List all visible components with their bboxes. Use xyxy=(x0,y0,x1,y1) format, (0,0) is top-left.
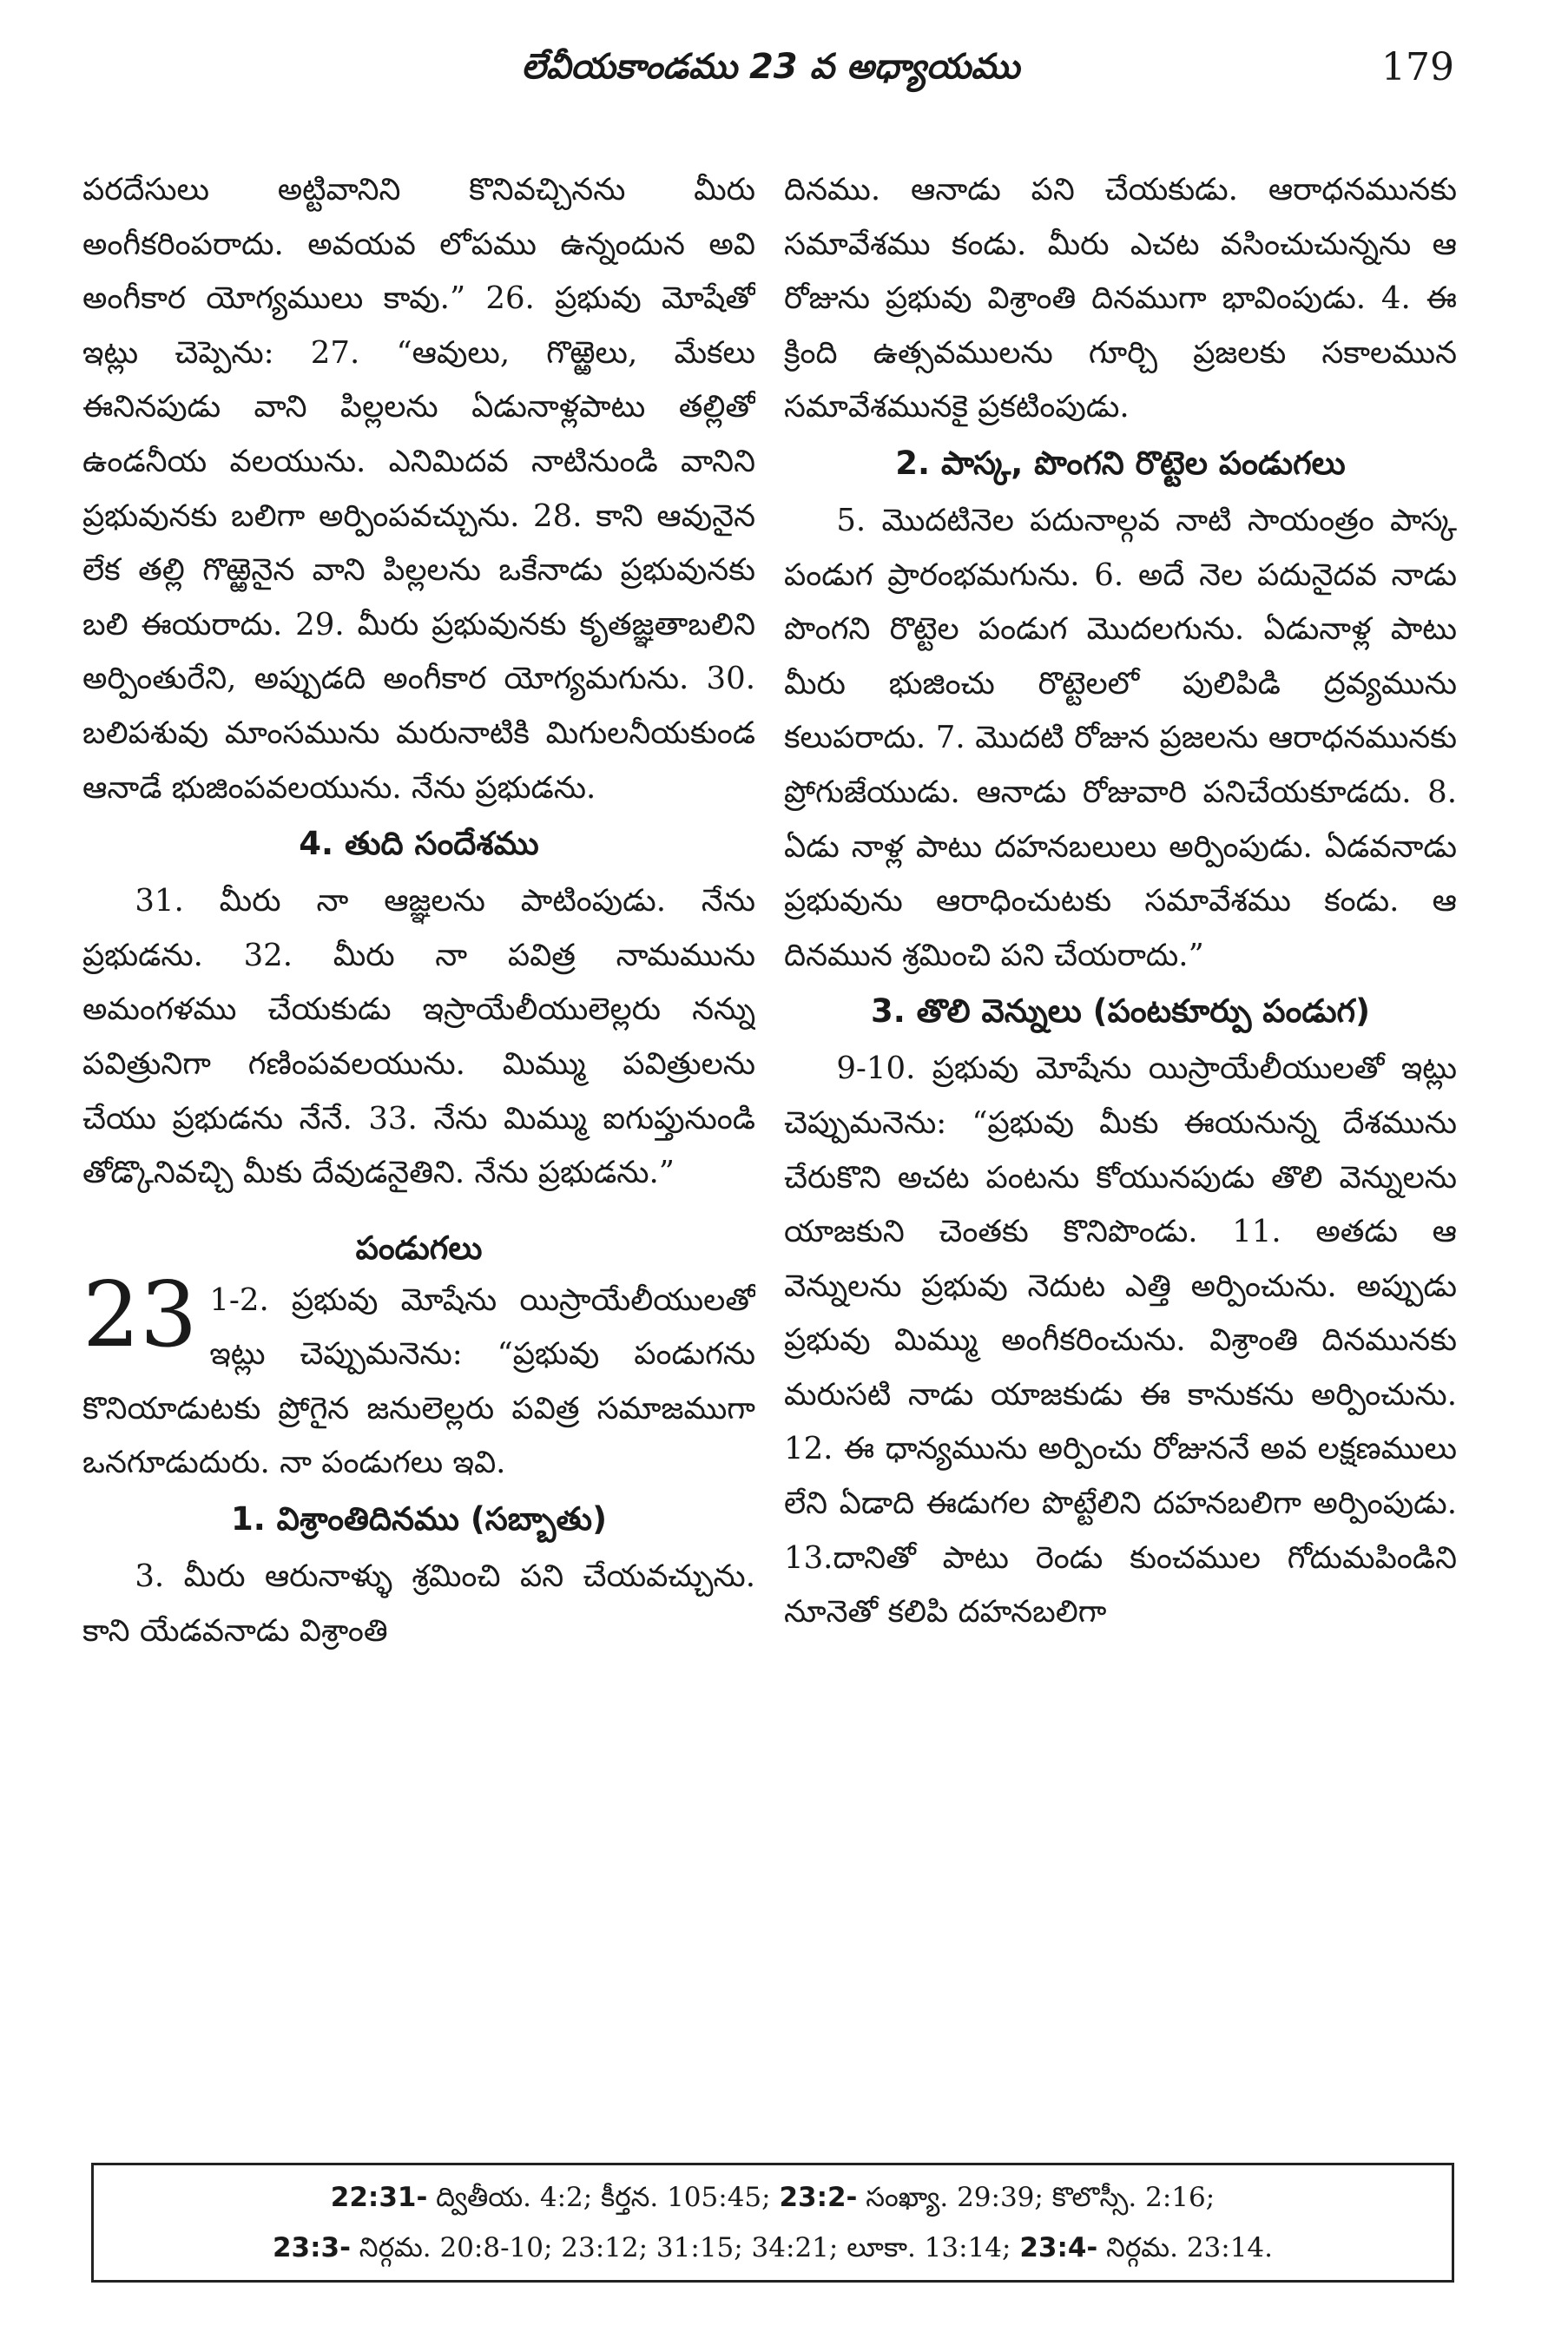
chapter-start xyxy=(82,1223,755,1491)
cross-reference-key: 23:4- xyxy=(1019,2232,1098,2263)
cross-reference-key: 23:3- xyxy=(272,2232,351,2263)
section-heading: 4. తుది సందేశము xyxy=(299,825,539,863)
body-paragraph: 1-2. ప్రభువు మోషేను యిస్రాయేలీయులతో ఇట్లు చెప్పుమనెను: “ప్రభువు పండుగను కొనియాడుటకు ప్రోగైన జనులెల్లరు పవిత్ర సమాజముగా ఒనగూడుదురు. నా పండుగలు ఇవి. xyxy=(82,1281,755,1481)
chapter-number: 23 xyxy=(82,1261,198,1367)
cross-reference-text: నిర్గమ. 23:14. xyxy=(1097,2232,1274,2263)
cross-reference-text: ద్వితీయ. 4:2; కీర్తన. 105:45; xyxy=(427,2182,780,2213)
chapter-title: పండుగలు xyxy=(355,1229,483,1267)
cross-reference-line xyxy=(94,2223,1452,2273)
running-title: లేవీయకాండము 23 వ అధ్యాయము xyxy=(521,47,1020,87)
cross-reference-text: నిర్గమ. 20:8-10; 23:12; 31:15; 34:21; లూకా. 13:14; xyxy=(350,2232,1020,2263)
body-paragraph: 9-10. ప్రభువు మోషేను యిస్రాయేలీయులతో ఇట్లు చెప్పుమనెను: “ప్రభువు మీకు ఈయనున్న దేశమును చేరుకొని అచట పంటను కోయునపుడు తొలి వెన్నులను యాజకుని చెంతకు కొనిపొండు. 11. అతడు ఆ వెన్నులను ప్రభువు నెదుట ఎత్తి అర్పించును. అప్పుడు ప్రభువు మిమ్ము అంగీకరించును. విశ్రాంతి దినమునకు మరుసటి నాడు యాజకుడు ఈ కానుకను అర్పించును. 12. ఈ ధాన్యమును అర్పించు రోజుననే అవ లక్షణములు లేని ఏడాది ఈడుగల పొట్టేలిని దహనబలిగా అర్పింపుడు. 13.దానితో పాటు రెండు కుంచముల గోదుమపిండిని నూనెతో కలిపి దహనబలిగా xyxy=(784,1051,1457,1631)
body-paragraph: 3. మీరు ఆరునాళ్ళు శ్రమించి పని చేయవచ్చును. కాని యేడవనాడు విశ్రాంతి xyxy=(82,1558,755,1649)
cross-reference-key: 23:2- xyxy=(779,2182,858,2213)
body-paragraph: పరదేసులు అట్టివానిని కొనివచ్చినను మీరు అంగీకరింపరాదు. అవయవ లోపము ఉన్నందున అవి అంగీకార యోగ్యములు కావు.” 26. ప్రభువు మోషేతో ఇట్లు చెప్పెను: 27. “ఆవులు, గొఱ్ఱెలు, మేకలు ఈనినపుడు వాని పిల్లలను ఏడునాళ్లపాటు తల్లితో ఉండనీయ వలయును. ఎనిమిదవ నాటినుండి వానిని ప్రభువునకు బలిగా అర్పింపవచ్చును. 28. కాని ఆవునైన లేక తల్లి గొఱ్ఱెనైన వాని పిల్లలను ఒకేనాడు ప్రభువునకు బలి ఈయరాదు. 29. మీరు ప్రభువునకు కృతజ్ఞతాబలిని అర్పింతురేని, అప్పుడది అంగీకార యోగ్యమగును. 30. బలిపశువు మాంసమును మరునాటికి మిగులనీయకుండ ఆనాడే భుజింపవలయును. నేను ప్రభుడను. xyxy=(82,172,755,806)
section-heading: 2. పాస్క, పొంగని రొట్టెల పండుగలు xyxy=(895,444,1346,482)
page-number: 179 xyxy=(1381,45,1454,89)
cross-reference-line xyxy=(94,2172,1452,2223)
cross-reference-key: 22:31- xyxy=(330,2182,428,2213)
body-paragraph: 31. మీరు నా ఆజ్ఞలను పాటింపుడు. నేను ప్రభుడను. 32. మీరు నా పవిత్ర నామమును అమంగళము చేయకుడు ఇస్రాయేలీయులెల్లరు నన్ను పవిత్రునిగా గణింపవలయును. మిమ్ము పవిత్రులను చేయు ప్రభుడను నేనే. 33. నేను మిమ్ము ఐగుప్తునుండి తోడ్కొనివచ్చి మీకు దేవుడనైతిని. నేను ప్రభుడను.” xyxy=(82,883,755,1191)
cross-reference-box xyxy=(91,2163,1454,2283)
body-paragraph: 5. మొదటినెల పదునాల్గవ నాటి సాయంత్రం పాస్క పండుగ ప్రారంభమగును. 6. అదే నెల పదునైదవ నాడు పొంగని రొట్టెల పండుగ మొదలగును. ఏడునాళ్ల పాటు మీరు భుజించు రొట్టెలలో పులిపిడి ద్రవ్యమును కలుపరాదు. 7. మొదటి రోజున ప్రజలను ఆరాధనమునకు ప్రోగుజేయుడు. ఆనాడు రోజువారి పనిచేయకూడదు. 8. ఏడు నాళ్ల పాటు దహనబలులు అర్పింపుడు. ఏడవనాడు ప్రభువును ఆరాధించుటకు సమావేశము కండు. ఆ దినమున శ్రమించి పని చేయరాదు.” xyxy=(784,502,1457,973)
body-paragraph: దినము. ఆనాడు పని చేయకుడు. ఆరాధనమునకు సమావేశము కండు. మీరు ఎచట వసించుచున్నను ఆ రోజును ప్రభువు విశ్రాంతి దినముగా భావింపుడు. 4. ఈ క్రింది ఉత్సవములను గూర్చి ప్రజలకు సకాలమున సమావేశమునకై ప్రకటింపుడు. xyxy=(784,172,1457,425)
left-column xyxy=(82,163,755,2160)
section-heading: 1. విశ్రాంతిదినము (సబ్బాతు) xyxy=(231,1500,607,1538)
section-heading: 3. తొలి వెన్నులు (పంటకూర్పు పండుగ) xyxy=(871,992,1370,1031)
right-column xyxy=(784,163,1457,2160)
page-header xyxy=(87,38,1454,116)
cross-reference-text: సంఖ్యా. 29:39; కొలొస్సీ. 2:16; xyxy=(857,2182,1216,2213)
